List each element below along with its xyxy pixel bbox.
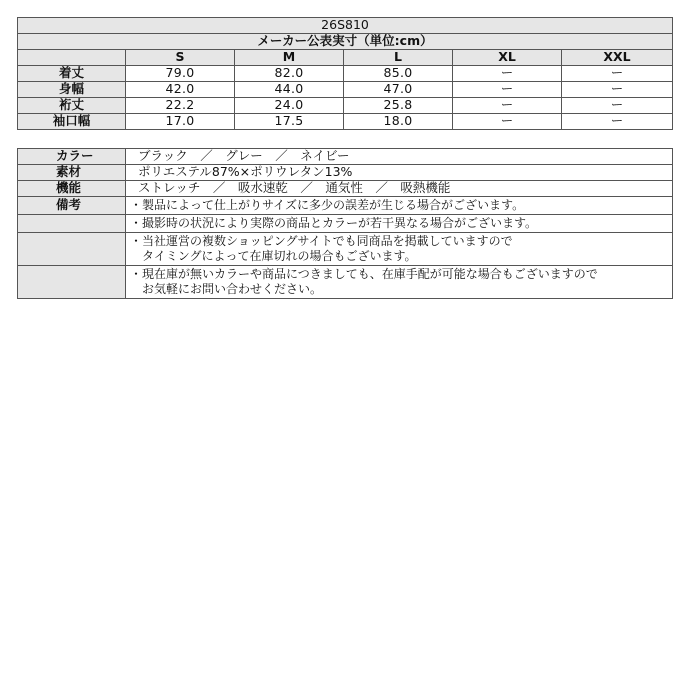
table-cell: 17.5 <box>235 114 344 130</box>
spec-row-color <box>18 149 673 165</box>
note-line: ・当社運営の複数ショッピングサイトでも同商品を掲載していますので <box>130 234 513 248</box>
spec-row-material <box>18 165 673 181</box>
note-item <box>126 233 673 266</box>
row-label: 袖口幅 <box>18 114 126 130</box>
table-row <box>18 82 673 98</box>
size-header-corner <box>18 50 126 66</box>
table-cell: ー <box>562 98 673 114</box>
note-item <box>126 215 673 233</box>
spec-row-function <box>18 181 673 197</box>
notes-label: 備考 <box>18 197 126 215</box>
size-header-s: S <box>126 50 235 66</box>
size-header-xxl: XXL <box>562 50 673 66</box>
notes-label-spacer <box>18 266 126 299</box>
table-row <box>18 98 673 114</box>
spec-table <box>17 148 673 299</box>
table-cell: 85.0 <box>344 66 453 82</box>
table-cell: ー <box>453 82 562 98</box>
product-code: 26S810 <box>18 18 673 34</box>
note-line: お気軽にお問い合わせください。 <box>130 282 323 296</box>
table-cell: 79.0 <box>126 66 235 82</box>
table-cell: 24.0 <box>235 98 344 114</box>
color-value: ブラック ／ グレー ／ ネイビー <box>126 149 673 165</box>
size-caption: メーカー公表実寸（単位:cm） <box>18 34 673 50</box>
table-row <box>18 114 673 130</box>
note-line: ・撮影時の状況により実際の商品とカラーが若干異なる場合がございます。 <box>130 216 538 230</box>
row-label: 着丈 <box>18 66 126 82</box>
note-line: ・現在庫が無いカラーや商品につきましても、在庫手配が可能な場合もございますので <box>130 267 598 281</box>
table-cell: 82.0 <box>235 66 344 82</box>
note-item <box>126 197 673 215</box>
function-value: ストレッチ ／ 吸水速乾 ／ 通気性 ／ 吸熱機能 <box>126 181 673 197</box>
table-cell: ー <box>453 98 562 114</box>
function-label: 機能 <box>18 181 126 197</box>
table-cell: 18.0 <box>344 114 453 130</box>
note-line: タイミングによって在庫切れの場合もございます。 <box>130 249 417 263</box>
size-header-row <box>18 50 673 66</box>
table-row <box>18 66 673 82</box>
size-table <box>17 17 673 130</box>
material-value: ポリエステル87%×ポリウレタン13% <box>126 165 673 181</box>
table-cell: 22.2 <box>126 98 235 114</box>
row-label: 裄丈 <box>18 98 126 114</box>
material-label: 素材 <box>18 165 126 181</box>
table-cell: 17.0 <box>126 114 235 130</box>
spec-row-note <box>18 197 673 215</box>
size-header-l: L <box>344 50 453 66</box>
table-cell: 25.8 <box>344 98 453 114</box>
row-label: 身幅 <box>18 82 126 98</box>
table-cell: ー <box>562 66 673 82</box>
spec-row-note <box>18 215 673 233</box>
spec-row-note <box>18 266 673 299</box>
table-cell: 47.0 <box>344 82 453 98</box>
notes-label-spacer <box>18 233 126 266</box>
color-label: カラー <box>18 149 126 165</box>
note-item <box>126 266 673 299</box>
notes-label-spacer <box>18 215 126 233</box>
table-cell: 44.0 <box>235 82 344 98</box>
table-cell: ー <box>453 114 562 130</box>
size-header-m: M <box>235 50 344 66</box>
table-cell: ー <box>562 114 673 130</box>
table-cell: ー <box>453 66 562 82</box>
table-cell: 42.0 <box>126 82 235 98</box>
table-cell: ー <box>562 82 673 98</box>
size-header-xl: XL <box>453 50 562 66</box>
note-line: ・製品によって仕上がりサイズに多少の誤差が生じる場合がございます。 <box>130 198 525 212</box>
spec-row-note <box>18 233 673 266</box>
